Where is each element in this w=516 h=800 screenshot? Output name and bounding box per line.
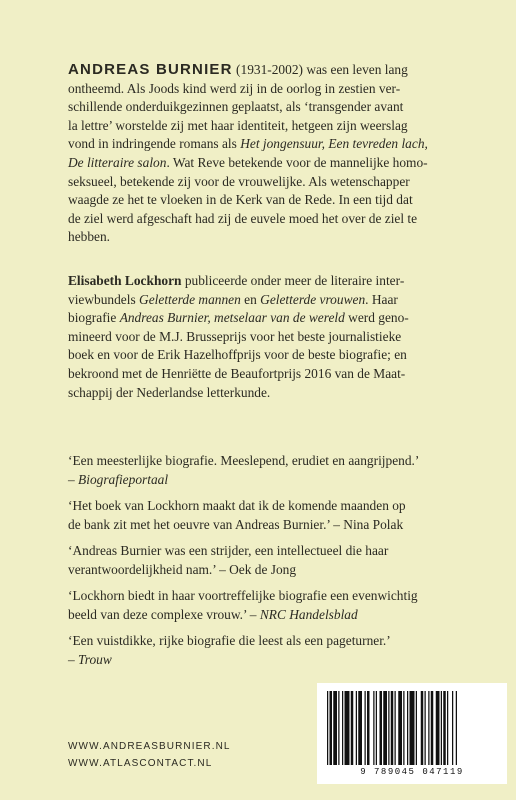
website-links: [68, 738, 231, 772]
review-quote: ‘Een meesterlijke biografie. Meeslepend, erudiet en aangrijpend.’ – Biografieportaal: [68, 453, 420, 487]
isbn-number: 9 789045 047119: [360, 767, 464, 777]
author-name: ANDREAS BURNIER: [68, 61, 233, 78]
barcode-bars: [325, 691, 499, 765]
review-quote: ‘Het boek van Lockhorn maakt dat ik de komende maanden op de bank zit met het oeuvre van Andreas Burnier.’ – Nina Polak: [68, 498, 406, 532]
review-quote: ‘Een vuistdikke, rijke biografie die leest als een pageturner.’ – Trouw: [68, 633, 391, 667]
review-quote: ‘Lockhorn biedt in haar voortreffelijke biografie een evenwichtig beeld van deze complexe vrouw.’ – NRC Handelsblad: [68, 588, 418, 622]
biographer-bio: Elisabeth Lockhorn publiceerde onder meer de literaire inter- viewbundels Geletterde mannen en Geletterde vrouwen. Haar biografie Andreas Burnier, metselaar van de wereld werd geno- mineerd voor de M.J. Brusseprijs voor het beste journalistieke boek en voor de Erik Hazelhoffprijs voor de beste biografie; en bekroond met de Henriëtte de Beaufortprijs 2016 van de Maat- schappij der Nederlandse letterkunde.: [68, 273, 409, 400]
review-quote: ‘Andreas Burnier was een strijder, een intellectueel die haar verantwoordelijkheid nam.’ – Oek de Jong: [68, 543, 389, 577]
barcode: [317, 683, 507, 784]
website-andreasburnier: WWW.ANDREASBURNIER.NL: [68, 741, 231, 752]
biographer-name: Elisabeth Lockhorn: [68, 273, 182, 288]
website-atlascontact: WWW.ATLASCONTACT.NL: [68, 758, 213, 769]
author-bio: ANDREAS BURNIER (1931-2002) was een leven lang ontheemd. Als Joods kind werd zij in de oorlog in zestien ver- schillende onderduikgezinnen geplaatst, als ‘transgender avant la lettre’ worstelde zij met haar identiteit, hetgeen zijn weerslag vond in indringende romans als Het jongensuur, Een tevreden lach, De litteraire salon. Wat Reve betekende voor de mannelijke homo- seksueel, betekende zij voor de vrouwelijke. Als wetenschapper waagde ze het te vloeken in de Kerk van de Rede. In een tijd dat de ziel werd afgeschaft had zij de euvele moed het over de ziel te hebben.: [68, 61, 428, 245]
